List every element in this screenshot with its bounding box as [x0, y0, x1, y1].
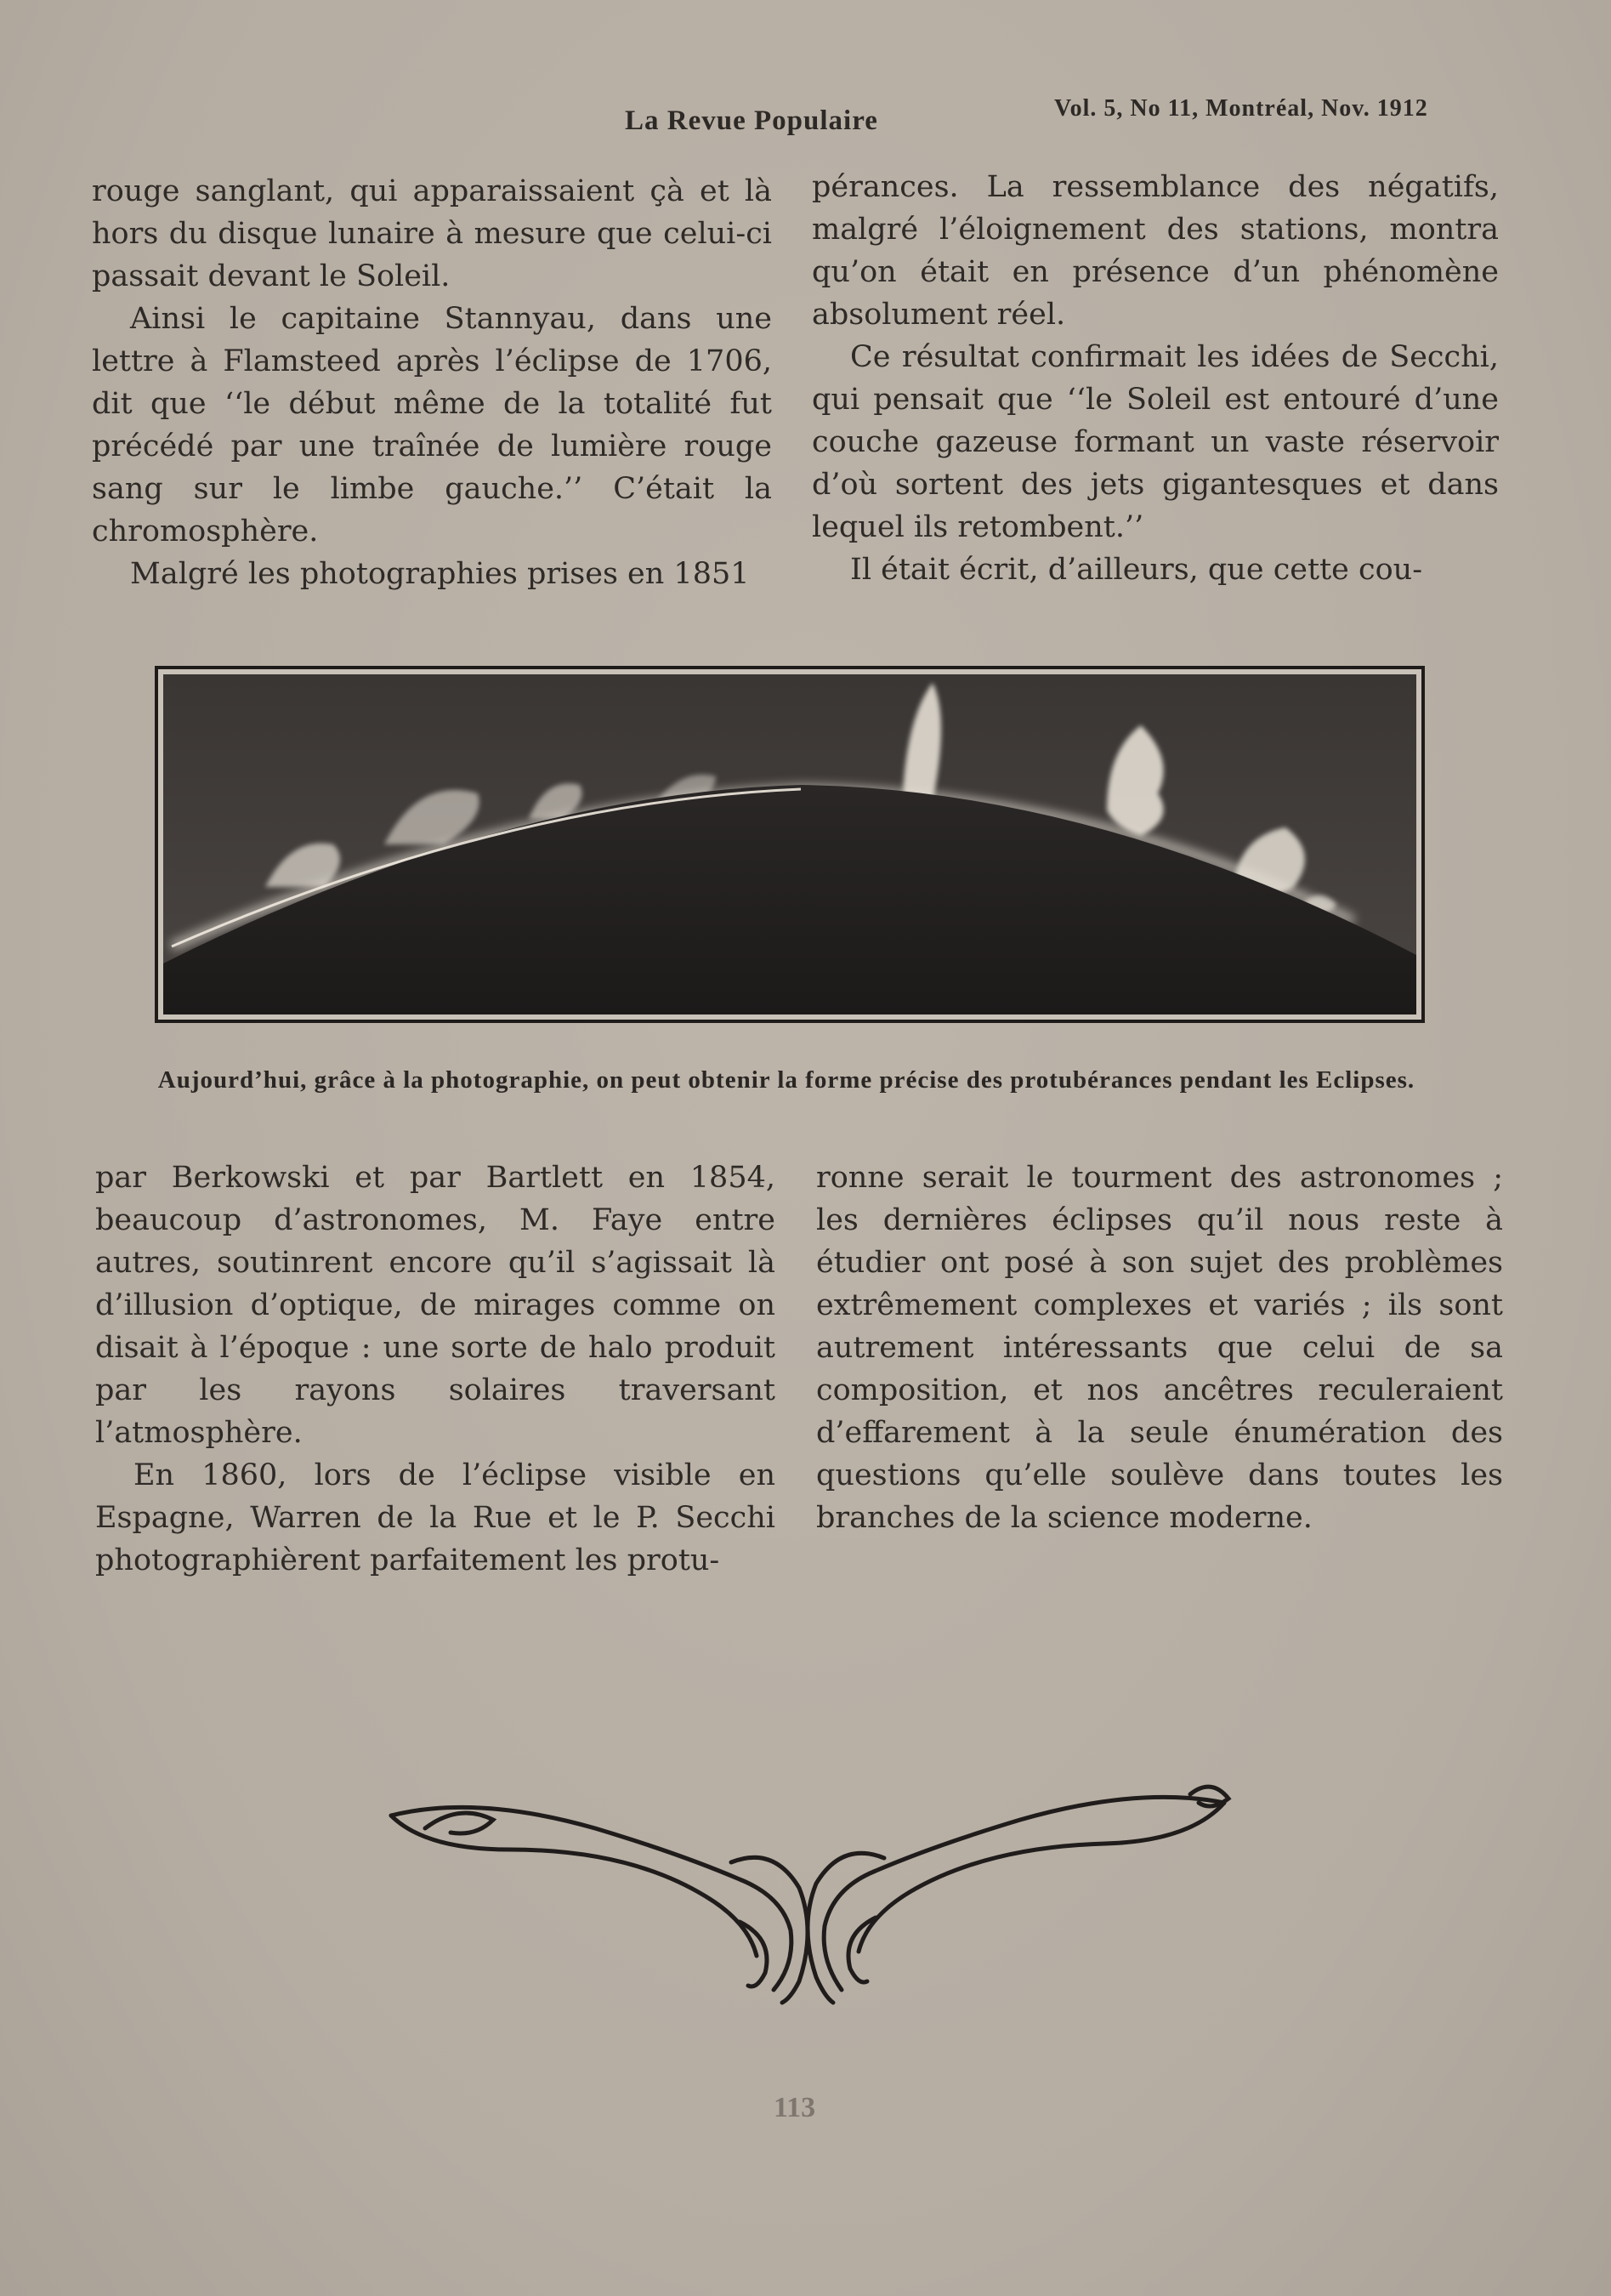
paragraph: ronne serait le tourment des astronomes ; les dernières éclipses qu’il nous reste à étudier ont posé à son sujet des problèmes extrêmement complexes et variés ; ils sont autrement intéressants que celui de sa composition, et nos ancêtres reculeraient d’effarement à la seule énumération des questions qu’elle soulève dans toutes les branches de la science moderne. — [816, 1161, 1503, 1535]
eclipse-photograph — [155, 666, 1425, 1023]
column-bottom-left — [95, 1157, 775, 1582]
magazine-title: La Revue Populaire — [625, 105, 878, 136]
paragraph: Malgré les photographies prises en 1851 — [130, 557, 750, 591]
figure-caption: Aujourd’hui, grâce à la photographie, on peut obtenir la forme précise des protubérances pendant les Eclipses. — [157, 1066, 1415, 1094]
paragraph: rouge sanglant, qui apparaissaient çà et là hors du disque lunaire à mesure que celui-ci passait devant le Soleil. — [92, 174, 772, 293]
solar-eclipse-photo — [163, 674, 1416, 1014]
column-top-right — [812, 166, 1499, 591]
paragraph: Ce résultat confirmait les idées de Secchi, qui pensait que ‘‘le Soleil est entouré d’une couche gazeuse formant un vaste réservoir d’où sortent des jets gigantesques et dans lequel ils retombent.’’ — [812, 340, 1499, 544]
paragraph: Il était écrit, d’ailleurs, que cette cou- — [850, 553, 1423, 587]
column-top-left — [92, 170, 772, 595]
paragraph: pérances. La ressemblance des négatifs, malgré l’éloignement des stations, montra qu’on était en présence d’un phénomène absolument réel. — [812, 170, 1499, 332]
issue-info: Vol. 5, No 11, Montréal, Nov. 1912 — [1054, 95, 1428, 122]
column-bottom-right — [816, 1157, 1503, 1539]
paragraph: En 1860, lors de l’éclipse visible en Espagne, Warren de la Rue et le P. Secchi photographièrent parfaitement les protu- — [95, 1458, 775, 1577]
page-number: 113 — [774, 2092, 816, 2123]
page-header — [0, 95, 1611, 138]
paragraph: par Berkowski et par Bartlett en 1854, beaucoup d’astronomes, M. Faye entre autres, soutinrent encore qu’il s’agissait là d’illusion d’optique, de mirages comme on disait à l’époque : une sorte de halo produit par les rayons solaires traversant l’atmosphère. — [95, 1161, 775, 1450]
paragraph: Ainsi le capitaine Stannyau, dans une lettre à Flamsteed après l’éclipse de 1706, dit que ‘‘le début même de la totalité fut précédé par une traînée de lumière rouge sang sur le limbe gauche.’’ C’était la chromosphère. — [92, 302, 772, 548]
ornament-flourish-icon — [374, 1769, 1241, 2007]
